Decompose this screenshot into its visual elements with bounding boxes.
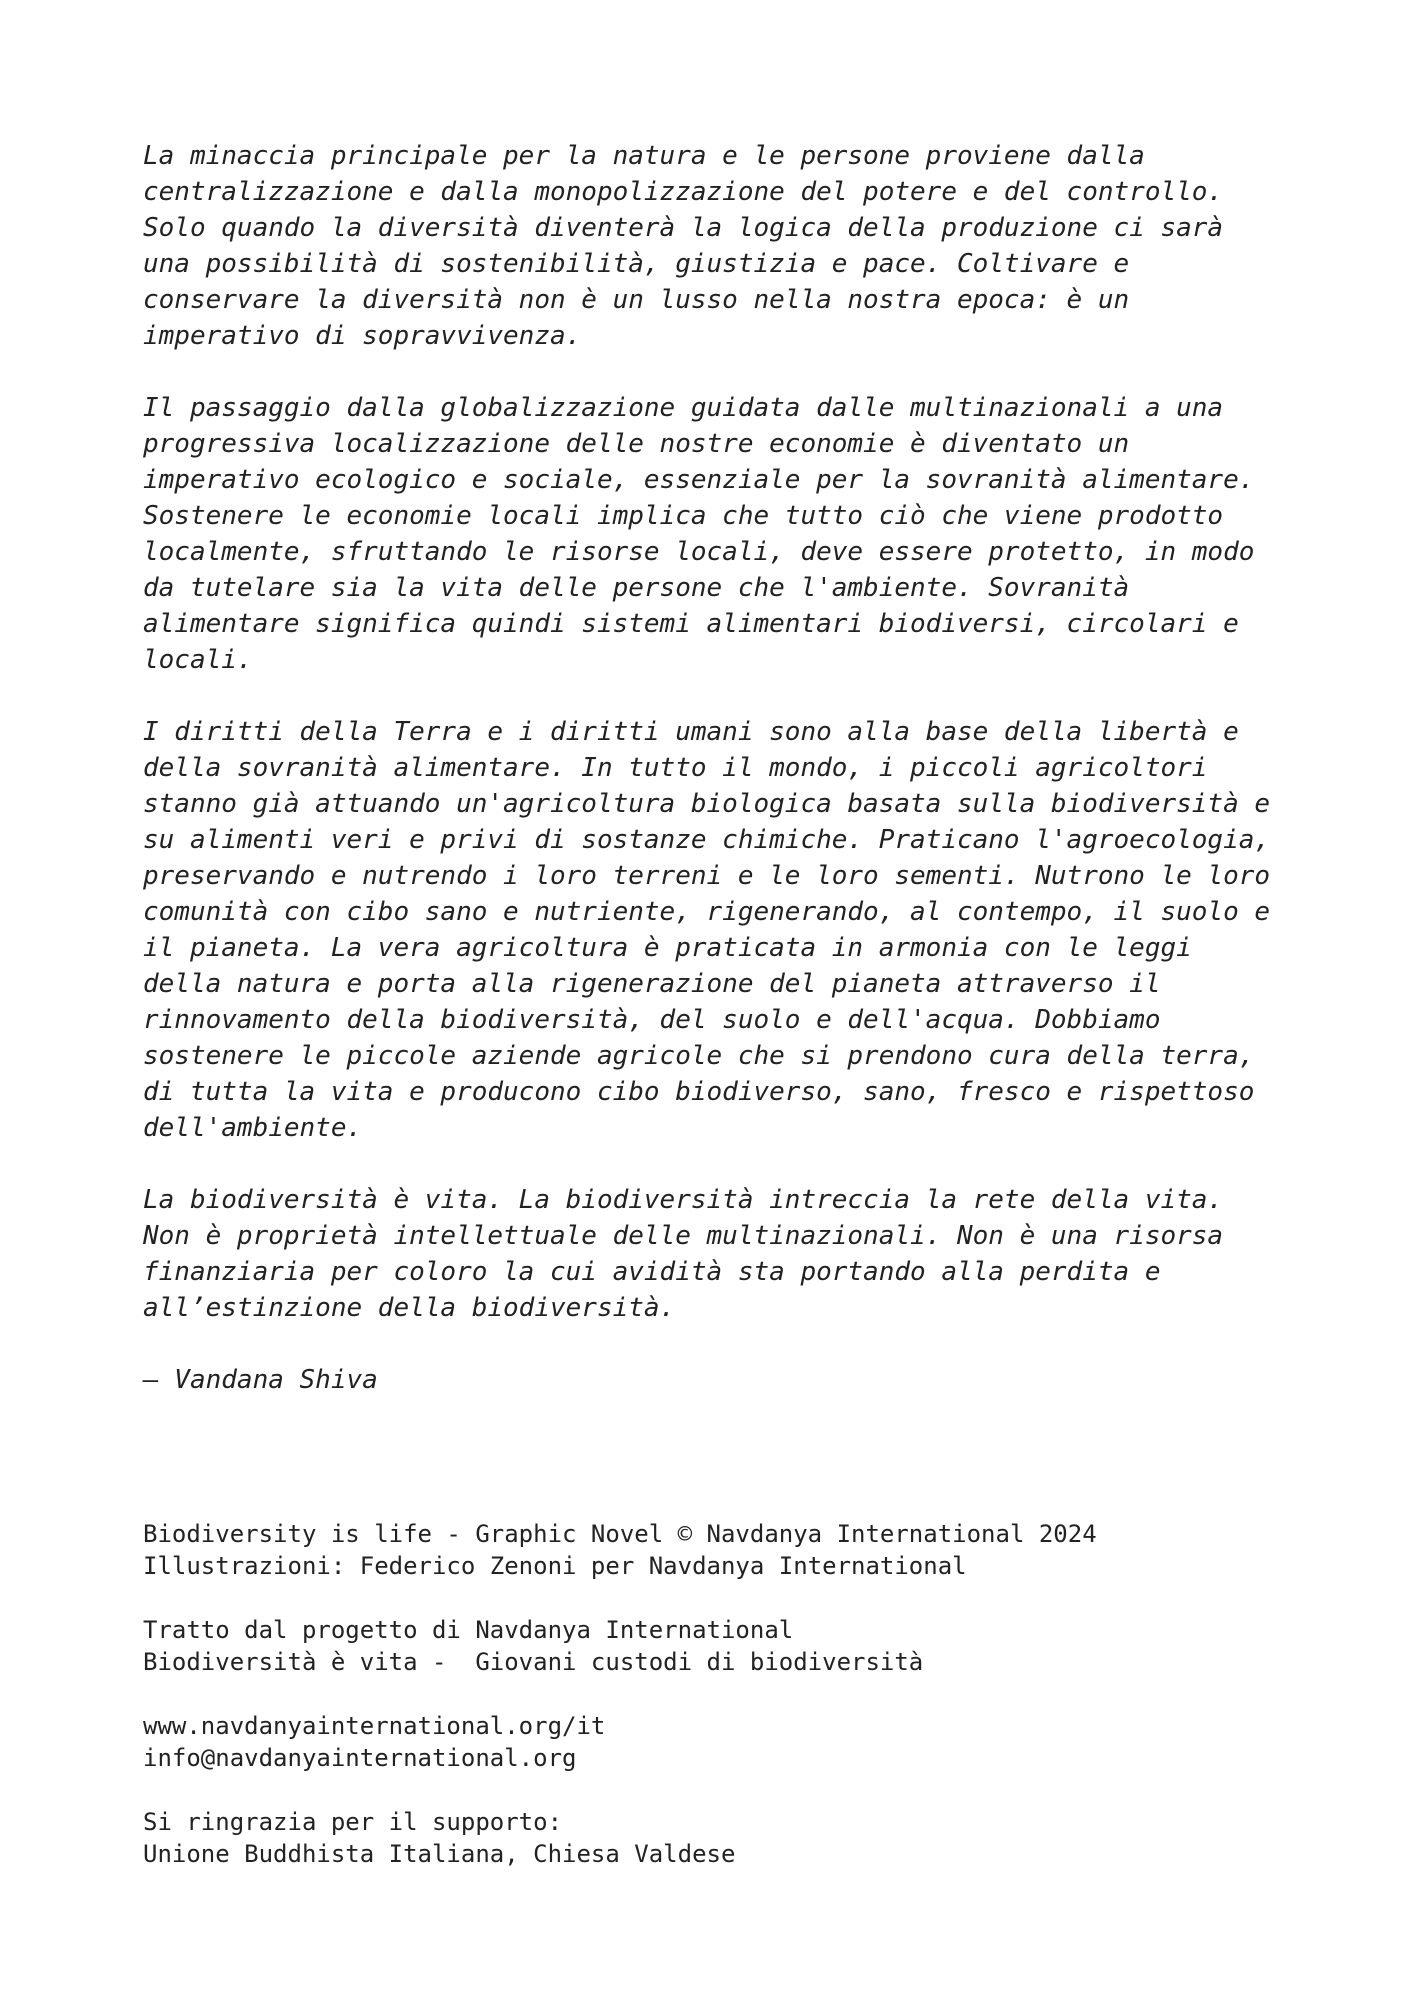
quote-paragraph-1: La minaccia principale per la natura e le persone proviene dalla centralizzazione e dalla monopolizzazione del potere e del controllo. Solo quando la diversità diventerà la logica della produzione ci sarà una possibilità di sostenibilità, giustizia e pace. Coltivare e conservare la diversità non è un lusso nella nostra epoca: è un imperativo di sopravvivenza. bbox=[143, 141, 1224, 351]
credits-project-group bbox=[143, 1614, 1303, 1678]
credits-thanks-group bbox=[143, 1806, 1303, 1870]
quote-author: — Vandana Shiva bbox=[143, 1365, 378, 1395]
thanks-names: Unione Buddhista Italiana, Chiesa Valdese bbox=[143, 1840, 736, 1868]
quote-paragraph-4: La biodiversità è vita. La biodiversità intreccia la rete della vita. Non è proprietà intellettuale delle multinazionali. Non è una risorsa finanziaria per coloro la cui avidità sta portando alla perdita e all’estinzione della biodiversità. bbox=[143, 1185, 1224, 1323]
email-link[interactable]: info@navdanyainternational.org bbox=[143, 1744, 577, 1772]
quote-block bbox=[143, 138, 1303, 1398]
project-intro: Tratto dal progetto di Navdanya International bbox=[143, 1616, 794, 1644]
quote-paragraph-2: Il passaggio dalla globalizzazione guidata dalle multinazionali a una progressiva localizzazione delle nostre economie è diventato un imperativo ecologico e sociale, essenziale per la sovranità alimentare. Sostenere le economie locali implica che tutto ciò che viene prodotto localmente, sfruttando le risorse locali, deve essere protetto, in modo da tutelare sia la vita delle persone che l'ambiente. Sovranità alimentare significa quindi sistemi alimentari biodiversi, circolari e locali. bbox=[143, 393, 1255, 675]
copyright-line: Biodiversity is life - Graphic Novel © Navdanya International 2024 bbox=[143, 1520, 1097, 1548]
project-name: Biodiversità è vita - Giovani custodi di biodiversità bbox=[143, 1648, 924, 1676]
thanks-intro: Si ringrazia per il supporto: bbox=[143, 1808, 563, 1836]
credits-section bbox=[143, 1518, 1303, 1902]
credits-contact-group bbox=[143, 1710, 1303, 1774]
quote-paragraph-3: I diritti della Terra e i diritti umani sono alla base della libertà e della sovranità alimentare. In tutto il mondo, i piccoli agricoltori stanno già attuando un'agricoltura biologica basata sulla biodiversità e su alimenti veri e privi di sostanze chimiche. Praticano l'agroecologia, preservando e nutrendo i loro terreni e le loro sementi. Nutrono le loro comunità con cibo sano e nutriente, rigenerando, al contempo, il suolo e il pianeta. La vera agricoltura è praticata in armonia con le leggi della natura e porta alla rigenerazione del pianeta attraverso il rinnovamento della biodiversità, del suolo e dell'acqua. Dobbiamo sostenere le piccole aziende agricole che si prendono cura della terra, di tutta la vita e producono cibo biodiverso, sano, fresco e rispettoso dell'ambiente. bbox=[143, 717, 1271, 1143]
website-link[interactable]: www.navdanyainternational.org/it bbox=[143, 1712, 606, 1740]
credits-copyright-group bbox=[143, 1518, 1303, 1582]
illustrations-line: Illustrazioni: Federico Zenoni per Navdanya International bbox=[143, 1552, 967, 1580]
